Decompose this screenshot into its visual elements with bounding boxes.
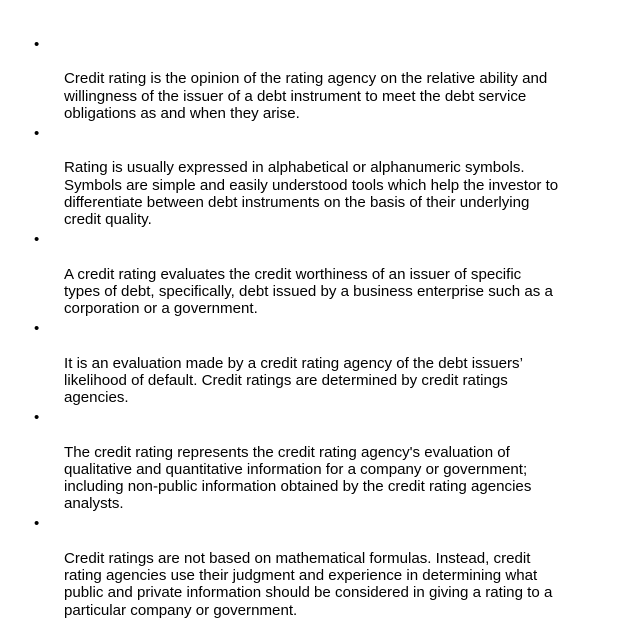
bullet-text: The credit rating represents the credit rating agency's evaluation of qualitative and quantitative information for a company or government; including non-public information obtained by the credit rating agencies analysts. xyxy=(64,443,532,513)
bullet-dot-icon: • xyxy=(34,320,40,338)
bullet-item-6 xyxy=(34,515,604,618)
bullet-text: It is an evaluation made by a credit rating agency of the debt issuers’ likelihood of default. Credit ratings are determined by credit ratings agencies. xyxy=(64,354,523,407)
bullet-item-3 xyxy=(34,231,604,317)
bullet-item-5 xyxy=(34,409,604,512)
bullet-text: A credit rating evaluates the credit worthiness of an issuer of specific types of debt, specifically, debt issued by a business enterprise such as a corporation or a government. xyxy=(64,265,553,318)
bullet-dot-icon: • xyxy=(34,125,40,143)
bullet-text: Credit ratings are not based on mathematical formulas. Instead, credit rating agencies use their judgment and experience in determining what public and private information should be considered in giving a rating to a particular company or government. xyxy=(64,549,553,619)
bullet-text: Credit rating is the opinion of the rating agency on the relative ability and willingness of the issuer of a debt instrument to meet the debt service obligations as and when they arise. xyxy=(64,70,548,122)
bullet-text: Rating is usually expressed in alphabetical or alphanumeric symbols. Symbols are simple and easily understood tools which help the investor to differentiate between debt instruments on the basis of their underlying credit quality. xyxy=(64,159,559,229)
bullet-item-4 xyxy=(34,320,604,406)
bullet-list xyxy=(34,36,604,622)
bullet-dot-icon: • xyxy=(34,409,40,427)
bullet-item-1 xyxy=(34,36,604,122)
bullet-dot-icon: • xyxy=(34,515,40,533)
bullet-dot-icon: • xyxy=(34,36,40,53)
bullet-item-2 xyxy=(34,125,604,228)
bullet-dot-icon: • xyxy=(34,231,40,249)
